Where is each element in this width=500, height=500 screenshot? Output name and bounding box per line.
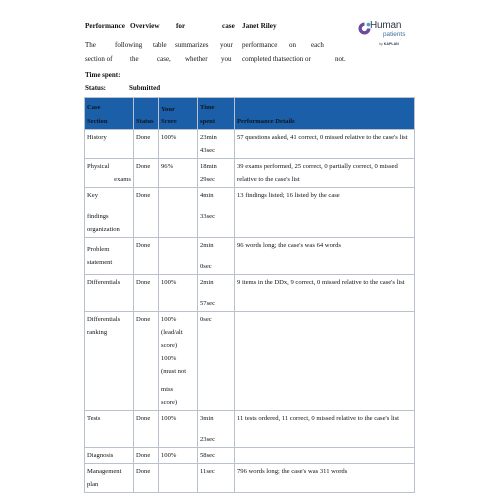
intro-word: you xyxy=(221,55,232,63)
table-row xyxy=(85,448,415,464)
score-line: score) xyxy=(161,342,178,349)
section-line: exams xyxy=(114,176,131,183)
intro-word: each xyxy=(311,41,324,49)
cell-status: Done xyxy=(134,238,159,275)
cell-time: 11sec xyxy=(198,464,235,493)
cell-details: 11 tests ordered, 11 correct, 0 missed relative to the case's list xyxy=(235,411,415,448)
header-time-line: Time xyxy=(200,104,215,111)
score-line: (lead/alt xyxy=(161,329,183,336)
intro-word: table xyxy=(153,41,167,49)
cell-details: 796 words long; the case's was 311 words xyxy=(235,464,415,493)
intro-word: section of xyxy=(85,55,113,63)
time-min: 23min xyxy=(200,134,217,141)
cell-status: Done xyxy=(134,159,159,188)
time-min: 2min xyxy=(200,279,214,286)
intro-word: following xyxy=(115,41,143,49)
logo-sub-text: patients xyxy=(383,31,406,38)
status-label: Status: xyxy=(85,84,107,92)
cell-status: Done xyxy=(134,448,159,464)
performance-table xyxy=(84,97,415,493)
time-min: 18min xyxy=(200,163,217,170)
table-row xyxy=(85,411,415,448)
header-status: Status xyxy=(134,98,159,130)
section-line: Problem xyxy=(87,246,110,253)
table-row xyxy=(85,188,415,238)
header-performance-details: Performance Details xyxy=(235,98,415,130)
header-time-spent xyxy=(198,98,235,130)
table-row xyxy=(85,238,415,275)
cell-time xyxy=(198,188,235,238)
cell-score xyxy=(159,312,198,411)
section-line: Physical xyxy=(87,163,110,170)
title-word: Overview xyxy=(130,22,160,30)
time-min: 2min xyxy=(200,242,214,249)
cell-time xyxy=(198,275,235,312)
cell-score: 100% xyxy=(159,411,198,448)
cell-score: 100% xyxy=(159,448,198,464)
cell-details: 57 questions asked, 41 correct, 0 missed relative to the case's list xyxy=(235,130,415,159)
section-line: statement xyxy=(87,259,113,266)
title-word: case xyxy=(222,22,235,30)
table-row xyxy=(85,275,415,312)
cell-status: Done xyxy=(134,275,159,312)
intro-word: completed thatsection or xyxy=(242,55,311,63)
cell-time xyxy=(198,130,235,159)
time-sec: 29sec xyxy=(200,176,216,183)
intro-word: performance xyxy=(242,41,278,49)
cell-score xyxy=(159,464,198,493)
human-patients-logo xyxy=(358,20,416,54)
time-min: 4min xyxy=(200,192,214,199)
table-row xyxy=(85,159,415,188)
cell-score xyxy=(159,188,198,238)
cell-time xyxy=(198,159,235,188)
title-word: for xyxy=(176,22,186,30)
cell-time: 0sec xyxy=(198,312,235,411)
cell-details: 96 words long; the case's was 64 words xyxy=(235,238,415,275)
header-your-line: Your xyxy=(161,106,175,113)
score-line: (must not xyxy=(161,368,187,375)
header-spent-line: spent xyxy=(200,118,216,125)
title-word: Performance xyxy=(85,22,125,30)
cell-details xyxy=(235,312,415,411)
cell-details: 39 exams performed, 25 correct, 0 partially correct, 0 missed relative to the case's list xyxy=(235,159,415,188)
cell-section: Diagnosis xyxy=(85,448,134,464)
cell-time xyxy=(198,411,235,448)
cell-status: Done xyxy=(134,130,159,159)
cell-section xyxy=(85,238,134,275)
cell-section: History xyxy=(85,130,134,159)
cell-score: 96% xyxy=(159,159,198,188)
logo-kaplan-text: KAPLAN xyxy=(383,42,399,46)
time-sec: 33sec xyxy=(200,213,216,220)
cell-status: Done xyxy=(134,464,159,493)
table-header-row xyxy=(85,98,415,130)
section-line: findings xyxy=(87,213,109,220)
title-patient-name: Janet Riley xyxy=(242,22,277,30)
cell-details xyxy=(235,448,415,464)
section-line: Key xyxy=(87,192,98,199)
cell-section xyxy=(85,188,134,238)
table-row xyxy=(85,130,415,159)
logo-by-text: by xyxy=(379,42,383,46)
cell-section: Differentials ranking xyxy=(85,312,134,411)
header-score-line: Score xyxy=(161,118,177,125)
score-line: miss xyxy=(161,386,174,393)
time-sec: 43sec xyxy=(200,147,216,154)
header-case-section xyxy=(85,98,134,130)
time-sec: 0sec xyxy=(200,263,212,270)
score-line: 100% xyxy=(161,355,177,362)
score-line: 100% xyxy=(161,316,177,323)
cell-status: Done xyxy=(134,188,159,238)
time-sec: 57sec xyxy=(200,300,216,307)
cell-details: 9 items in the DDx, 9 correct, 0 missed relative to the case's list xyxy=(235,275,415,312)
cell-time: 58sec xyxy=(198,448,235,464)
cell-section xyxy=(85,159,134,188)
section-line: organization xyxy=(87,226,120,233)
cell-status: Done xyxy=(134,312,159,411)
header-case-line: Case xyxy=(87,104,101,111)
cell-time xyxy=(198,238,235,275)
cell-section: Management plan xyxy=(85,464,134,493)
score-line: score) xyxy=(161,399,178,406)
intro-word: the xyxy=(130,55,139,63)
intro-word: case, xyxy=(157,55,171,63)
intro-word: summarizes xyxy=(175,41,209,49)
status-value: Submitted xyxy=(129,84,161,92)
cell-details: 13 findings listed; 16 listed by the case xyxy=(235,188,415,238)
time-spent-label: Time spent: xyxy=(85,71,121,79)
cell-score: 100% xyxy=(159,275,198,312)
logo-brand-text: Human xyxy=(370,20,402,31)
intro-word: your xyxy=(220,41,233,49)
table-row xyxy=(85,312,415,411)
time-min: 3min xyxy=(200,415,214,422)
intro-word: not. xyxy=(335,55,346,63)
header-your-score xyxy=(159,98,198,130)
time-sec: 23sec xyxy=(200,436,216,443)
header-section-line: Section xyxy=(87,118,108,125)
cell-section: Tests xyxy=(85,411,134,448)
cell-status: Done xyxy=(134,411,159,448)
logo-by-line xyxy=(379,42,399,46)
cell-section: Differentials xyxy=(85,275,134,312)
intro-word: on xyxy=(289,41,296,49)
cell-score xyxy=(159,238,198,275)
cell-score: 100% xyxy=(159,130,198,159)
intro-word: The xyxy=(85,41,96,49)
table-row xyxy=(85,464,415,493)
intro-word: whether xyxy=(185,55,208,63)
